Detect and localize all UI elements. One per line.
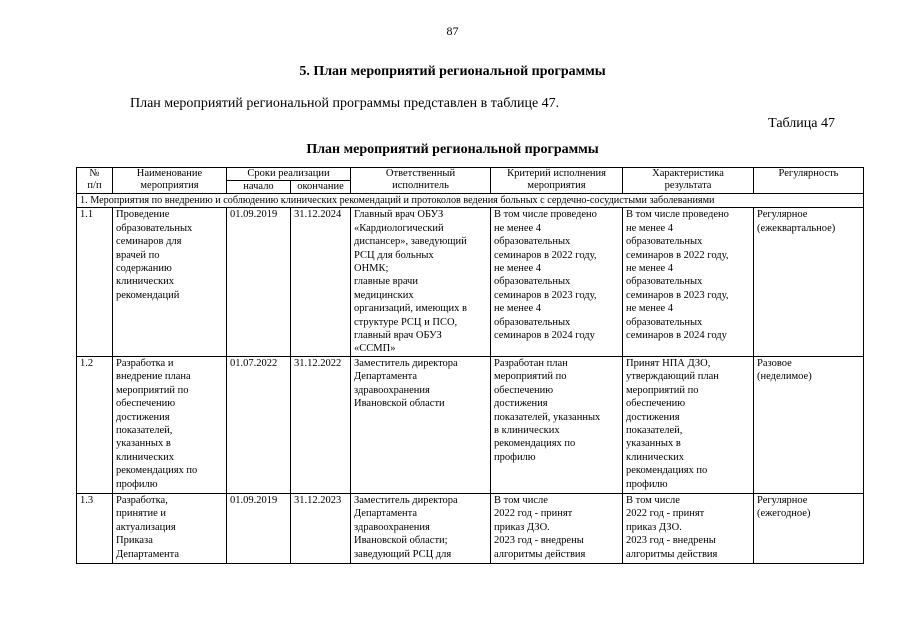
cell-executor: Главный врач ОБУЗ «Кардиологический диспансер», заведующий РСЦ для больных ОНМК; главные врачи медицинских организаций, имеющих в структуре РСЦ и ПСО, главный врач ОБУЗ «ССМП» xyxy=(351,208,491,356)
section-title: 5. План мероприятий региональной программы xyxy=(299,64,606,79)
cell-criterion: Разработан план мероприятий по обеспечению достижения показателей, указанных в клинических рекомендациях по профилю xyxy=(491,356,623,493)
cell-result: В том числе проведено не менее 4 образовательных семинаров в 2022 году, не менее 4 образовательных семинаров в 2023 году, не менее 4 образовательных семинаров в 2024 году xyxy=(623,208,754,356)
cell-name: Разработка и внедрение плана мероприятий по обеспечению достижения показателей, указанных в клинических рекомендациях по профилю xyxy=(113,356,227,493)
cell-num: 1.3 xyxy=(77,493,113,563)
cell-executor: Заместитель директора Департамента здравоохранения Ивановской области xyxy=(351,356,491,493)
header-executor: Ответственный исполнитель xyxy=(351,168,491,194)
header-criterion: Критерий исполнения мероприятия xyxy=(491,168,623,194)
cell-num: 1.1 xyxy=(77,208,113,356)
page-number: 87 xyxy=(446,24,459,38)
header-result: Характеристика результата xyxy=(623,168,754,194)
header-start: начало xyxy=(227,181,291,194)
cell-start: 01.09.2019 xyxy=(227,208,291,356)
cell-name: Проведение образовательных семинаров для врачей по содержанию клинических рекомендаций xyxy=(113,208,227,356)
cell-result: Принят НПА ДЗО, утверждающий план мероприятий по обеспечению достижения показателей, указанных в клинических рекомендациях по профилю xyxy=(623,356,754,493)
table-title: План мероприятий региональной программы xyxy=(306,142,599,157)
cell-name: Разработка, принятие и актуализация Приказа Департамента xyxy=(113,493,227,563)
header-row xyxy=(77,168,864,181)
section-row-text: 1. Мероприятия по внедрению и соблюдению клинических рекомендаций и протоколов ведения больных с сердечно-сосудистыми заболеваниями xyxy=(77,194,864,208)
table-row xyxy=(77,356,864,493)
cell-regularity: Регулярное (ежеквартальное) xyxy=(754,208,864,356)
cell-start: 01.09.2019 xyxy=(227,493,291,563)
cell-end: 31.12.2024 xyxy=(291,208,351,356)
intro-text: План мероприятий региональной программы представлен в таблице 47. xyxy=(130,96,560,111)
header-terms: Сроки реализации xyxy=(227,168,351,181)
cell-executor: Заместитель директора Департамента здравоохранения Ивановской области; заведующий РСЦ для xyxy=(351,493,491,563)
header-num: № п/п xyxy=(77,168,113,194)
table-row xyxy=(77,208,864,356)
table-row xyxy=(77,493,864,563)
cell-regularity: Разовое (неделимое) xyxy=(754,356,864,493)
cell-regularity: Регулярное (ежегодное) xyxy=(754,493,864,563)
cell-end: 31.12.2023 xyxy=(291,493,351,563)
section-row xyxy=(77,194,864,208)
header-regularity: Регулярность xyxy=(754,168,864,194)
cell-result: В том числе 2022 год - принят приказ ДЗО. 2023 год - внедрены алгоритмы действия xyxy=(623,493,754,563)
cell-num: 1.2 xyxy=(77,356,113,493)
cell-criterion: В том числе проведено не менее 4 образовательных семинаров в 2022 году, не менее 4 образовательных семинаров в 2023 году, не менее 4 образовательных семинаров в 2024 году xyxy=(491,208,623,356)
table-label: Таблица 47 xyxy=(768,116,835,131)
header-name: Наименование мероприятия xyxy=(113,168,227,194)
cell-end: 31.12.2022 xyxy=(291,356,351,493)
plan-table xyxy=(76,167,864,564)
cell-criterion: В том числе 2022 год - принят приказ ДЗО. 2023 год - внедрены алгоритмы действия xyxy=(491,493,623,563)
cell-start: 01.07.2022 xyxy=(227,356,291,493)
header-end: окончание xyxy=(291,181,351,194)
